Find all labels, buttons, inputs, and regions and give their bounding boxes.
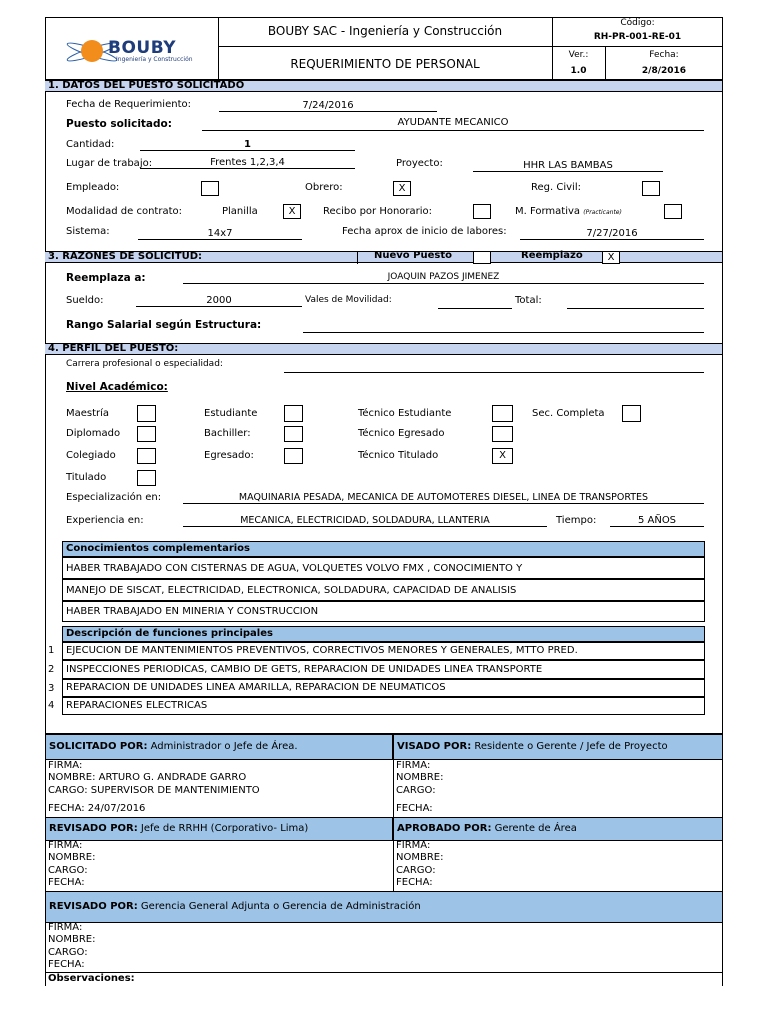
colegiado-label: Colegiado [66, 450, 116, 461]
conocimiento-row: HABER TRABAJADO CON CISTERNAS DE AGUA, VOLQUETES VOLVO FMX , CONOCIMIENTO Y [62, 557, 705, 579]
sueldo-label: Sueldo: [66, 295, 104, 306]
version-label: Ver.: [568, 50, 589, 60]
document-title: REQUERIMIENTO DE PERSONAL [290, 57, 480, 71]
rev-fecha: FECHA: [48, 877, 85, 888]
nuevo-puesto-label: Nuevo Puesto [374, 250, 452, 261]
conocimiento-row: HABER TRABAJADO EN MINERIA Y CONSTRUCCION [62, 601, 705, 622]
especializacion-field[interactable]: MAQUINARIA PESADA, MECANICA DE AUTOMOTERES DIESEL, LINEA DE TRANSPORTES [183, 492, 704, 504]
funciones-header: Descripción de funciones principales [62, 626, 705, 642]
tiempo-field[interactable]: 5 AÑOS [610, 515, 704, 527]
conocimiento-row: MANEJO DE SISCAT, ELECTRICIDAD, ELECTRONICA, SOLDADURA, CAPACIDAD DE ANALISIS [62, 579, 705, 601]
sistema-field[interactable]: 14x7 [138, 228, 302, 240]
empleado-checkbox[interactable] [201, 181, 219, 196]
nuevo-puesto-checkbox[interactable] [473, 251, 491, 264]
aprobado-title: APROBADO POR: [397, 823, 492, 834]
diplomado-label: Diplomado [66, 428, 121, 439]
tec-estudiante-checkbox[interactable] [492, 405, 513, 422]
rev2-fecha: FECHA: [48, 959, 85, 970]
fecha-req-label: Fecha de Requerimiento: [66, 99, 191, 110]
tec-egresado-label: Técnico Egresado [358, 428, 445, 439]
rev-firma: FIRMA: [48, 840, 83, 851]
visado-role: Residente o Gerente / Jefe de Proyecto [471, 741, 668, 752]
fecha-req-field[interactable]: 7/24/2016 [219, 100, 437, 112]
funcion-row: REPARACIONES ELECTRICAS [62, 697, 705, 715]
logo-text: BOUBY [108, 38, 177, 58]
fecha-inicio-label: Fecha aprox de inicio de labores: [342, 226, 507, 237]
carrera-label: Carrera profesional o especialidad: [66, 359, 223, 369]
lugar-label: Lugar de trabajo: [66, 158, 153, 169]
apr-firma: FIRMA: [396, 840, 431, 851]
section-1-header: 1. DATOS DEL PUESTO SOLICITADO [45, 80, 722, 92]
regcivil-label: Reg. Civil: [531, 182, 581, 193]
mformativa-text: M. Formativa [515, 206, 581, 217]
date-value: 2/8/2016 [641, 66, 687, 76]
empleado-label: Empleado: [66, 182, 120, 193]
mformativa-checkbox[interactable] [664, 204, 682, 219]
regcivil-checkbox[interactable] [642, 181, 660, 196]
visado-header [393, 734, 723, 760]
rev2-nombre: NOMBRE: [48, 934, 96, 945]
company-logo [62, 36, 202, 66]
tec-titulado-label: Técnico Titulado [358, 450, 439, 461]
puesto-label: Puesto solicitado: [66, 118, 172, 130]
date-label: Fecha: [649, 50, 679, 60]
total-field[interactable] [567, 297, 704, 309]
titulado-label: Titulado [66, 472, 107, 483]
reemplaza-field[interactable]: JOAQUIN PAZOS JIMENEZ [183, 272, 704, 284]
reemplazo-label: Reemplazo [521, 250, 583, 261]
mformativa-note: (Practicante) [583, 209, 622, 216]
rango-field[interactable] [303, 321, 704, 333]
sol-cargo: CARGO: SUPERVISOR DE MANTENIMIENTO [48, 785, 260, 796]
code-value: RH-PR-001-RE-01 [593, 32, 682, 42]
funcion-row: INSPECCIONES PERIODICAS, CAMBIO DE GETS, REPARACION DE UNIDADES LINEA TRANSPORTE [62, 660, 705, 679]
rango-label: Rango Salarial según Estructura: [66, 319, 262, 331]
estudiante-checkbox[interactable] [284, 405, 303, 422]
tec-egresado-checkbox[interactable] [492, 426, 513, 442]
version-value: 1.0 [570, 66, 587, 76]
maestria-label: Maestría [66, 408, 110, 419]
apr-cargo: CARGO: [396, 865, 436, 876]
revisado2-header [45, 891, 723, 923]
estudiante-label: Estudiante [204, 408, 258, 419]
planilla-checkbox[interactable]: X [283, 204, 301, 219]
sueldo-field[interactable]: 2000 [136, 295, 302, 307]
funcion-row: EJECUCION DE MANTENIMIENTOS PREVENTIVOS, CORRECTIVOS MENORES Y GENERALES, MTTO PRED. [62, 642, 705, 660]
obrero-label: Obrero: [305, 182, 343, 193]
lugar-field[interactable]: Frentes 1,2,3,4 [140, 157, 355, 169]
visado-title: VISADO POR: [397, 741, 472, 752]
modalidad-label: Modalidad de contrato: [66, 206, 182, 217]
rev2-firma: FIRMA: [48, 922, 83, 933]
especializacion-label: Especialización en: [66, 492, 162, 503]
solicitado-role: Administrador o Jefe de Área. [147, 741, 298, 752]
maestria-checkbox[interactable] [137, 405, 156, 422]
bachiller-checkbox[interactable] [284, 426, 303, 442]
planilla-label: Planilla [222, 206, 258, 217]
sol-firma: FIRMA: [48, 760, 83, 771]
rev-cargo: CARGO: [48, 865, 88, 876]
sec-completa-label: Sec. Completa [532, 408, 605, 419]
revisado2-title: REVISADO POR: [49, 901, 138, 912]
rev2-cargo: CARGO: [48, 947, 88, 958]
tec-estudiante-label: Técnico Estudiante [358, 408, 452, 419]
vis-fecha: FECHA: [396, 803, 433, 814]
funcion-number: 2 [48, 664, 55, 675]
tec-titulado-checkbox[interactable]: X [492, 448, 513, 464]
section-3-header: 3. RAZONES DE SOLICITUD: [45, 251, 722, 263]
revisado-header [45, 817, 393, 841]
sol-nombre: NOMBRE: ARTURO G. ANDRADE GARRO [48, 772, 247, 783]
vis-firma: FIRMA: [396, 760, 431, 771]
diplomado-checkbox[interactable] [137, 426, 156, 442]
cantidad-field[interactable]: 1 [140, 139, 355, 151]
solicitado-title: SOLICITADO POR: [49, 741, 148, 752]
egresado-label: Egresado: [204, 450, 254, 461]
observaciones-label: Observaciones: [48, 973, 135, 984]
revisado-title: REVISADO POR: [49, 823, 138, 834]
sec-completa-checkbox[interactable] [622, 405, 641, 422]
vis-nombre: NOMBRE: [396, 772, 444, 783]
funcion-number: 3 [48, 683, 55, 694]
fecha-inicio-field[interactable]: 7/27/2016 [520, 228, 704, 240]
aprobado-role: Gerente de Área [491, 823, 577, 834]
proyecto-label: Proyecto: [396, 158, 443, 169]
experiencia-label: Experiencia en: [66, 515, 144, 526]
code-label: Código: [620, 18, 655, 28]
vales-label: Vales de Movilidad: [305, 295, 392, 305]
mformativa-label [515, 206, 622, 217]
recibo-label: Recibo por Honorario: [323, 206, 433, 217]
funcion-number: 1 [48, 645, 55, 656]
titulado-checkbox[interactable] [137, 470, 156, 486]
apr-fecha: FECHA: [396, 877, 433, 888]
apr-nombre: NOMBRE: [396, 852, 444, 863]
vis-cargo: CARGO: [396, 785, 436, 796]
solicitado-header [45, 734, 393, 760]
funcion-number: 4 [48, 700, 55, 711]
conocimientos-header: Conocimientos complementarios [62, 541, 705, 557]
company-name: BOUBY SAC - Ingeniería y Construcción [267, 24, 503, 38]
proyecto-field[interactable]: HHR LAS BAMBAS [473, 160, 663, 172]
reemplazo-checkbox[interactable]: X [602, 251, 620, 264]
section-4-header: 4. PERFIL DEL PUESTO: [45, 343, 722, 355]
logo-subtitle: Ingeniería y Construcción [116, 56, 193, 63]
total-label: Total: [515, 295, 542, 306]
colegiado-checkbox[interactable] [137, 448, 156, 464]
puesto-field[interactable]: AYUDANTE MECANICO [202, 117, 704, 131]
revisado-role: Jefe de RRHH (Corporativo- Lima) [137, 823, 309, 834]
egresado-checkbox[interactable] [284, 448, 303, 464]
bachiller-label: Bachiller: [204, 428, 251, 439]
experiencia-field[interactable]: MECANICA, ELECTRICIDAD, SOLDADURA, LLANTERIA [183, 515, 547, 527]
aprobado-header [393, 817, 723, 841]
obrero-checkbox[interactable]: X [393, 181, 411, 196]
sol-fecha: FECHA: 24/07/2016 [48, 803, 146, 814]
carrera-field[interactable] [284, 361, 704, 373]
recibo-checkbox[interactable] [473, 204, 491, 219]
revisado2-role: Gerencia General Adjunta o Gerencia de Administración [137, 901, 421, 912]
sistema-label: Sistema: [66, 226, 110, 237]
rev-nombre: NOMBRE: [48, 852, 96, 863]
cantidad-label: Cantidad: [66, 139, 115, 150]
nivel-academico-label: Nivel Académico: [66, 381, 168, 393]
tiempo-label: Tiempo: [556, 515, 597, 526]
vales-field[interactable] [438, 297, 512, 309]
reemplaza-label: Reemplaza a: [66, 272, 146, 284]
funcion-row: REPARACION DE UNIDADES LINEA AMARILLA, REPARACION DE NEUMATICOS [62, 679, 705, 697]
